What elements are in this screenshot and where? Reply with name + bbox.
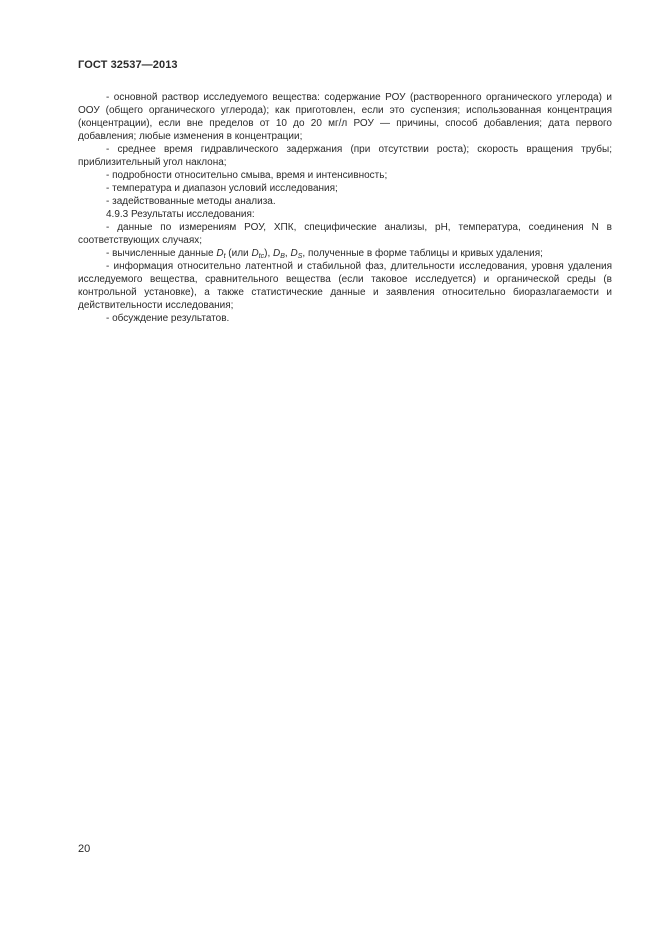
calc-text-or: (или xyxy=(225,248,252,259)
symbol-d-tc: $D_{tc}$ xyxy=(251,248,265,260)
paragraph-retention-time: - среднее время гидравлического задержания (при отсутствии роста); скорость вращения трубы; приблизительный угол наклона; xyxy=(78,144,612,168)
paragraph-flushing: - подробности относительно смыва, время и интенсивность; xyxy=(106,170,388,181)
calc-text-before: - вычисленные данные xyxy=(106,248,217,259)
paragraph-analysis-methods: - задействованные методы анализа. xyxy=(106,196,276,207)
symbol-d-s: $D_S$ xyxy=(290,248,303,260)
body-text xyxy=(78,91,612,325)
calc-sep-1: ), xyxy=(264,248,274,259)
paragraph-calculated-data xyxy=(78,247,612,260)
symbol-d-t: $D_t$ xyxy=(216,248,226,260)
calc-sep-2: , xyxy=(284,248,291,259)
calc-text-after: , полученные в форме таблицы и кривых удаления; xyxy=(302,248,543,259)
symbol-d-b: $D_B$ xyxy=(273,248,285,260)
page-number: 20 xyxy=(78,843,91,855)
paragraph-stock-solution: - основной раствор исследуемого вещества: содержание РОУ (растворенного органического углерода) и ООУ (общего органического углерода); как приготовлен, если это суспензия; использованная концентрация (концентрации), если вне пределов от 10 до 20 мг/л РОУ — причины, способ добавления; дата первого добавления; любые изменения в концентрации; xyxy=(78,92,612,142)
page-header-standard-code: ГОСТ 32537—2013 xyxy=(78,59,178,71)
paragraph-measurement-data: - данные по измерениям РОУ, ХПК, специфические анализы, pH, температура, соединения N в соответствующих случаях; xyxy=(78,222,612,246)
paragraph-discussion: - обсуждение результатов. xyxy=(106,313,230,324)
paragraph-phase-information: - информация относительно латентной и стабильной фаз, длительности исследования, уровня удаления исследуемого вещества, сравнительного вещества (если таковое исследуется) и органической среды (в контрольной установке), а также статистические данные и заявления относительно биоразлагаемости и действительности исследования; xyxy=(78,261,612,311)
section-heading-results: 4.9.3 Результаты исследования: xyxy=(106,209,255,220)
paragraph-temperature: - температура и диапазон условий исследования; xyxy=(106,183,338,194)
